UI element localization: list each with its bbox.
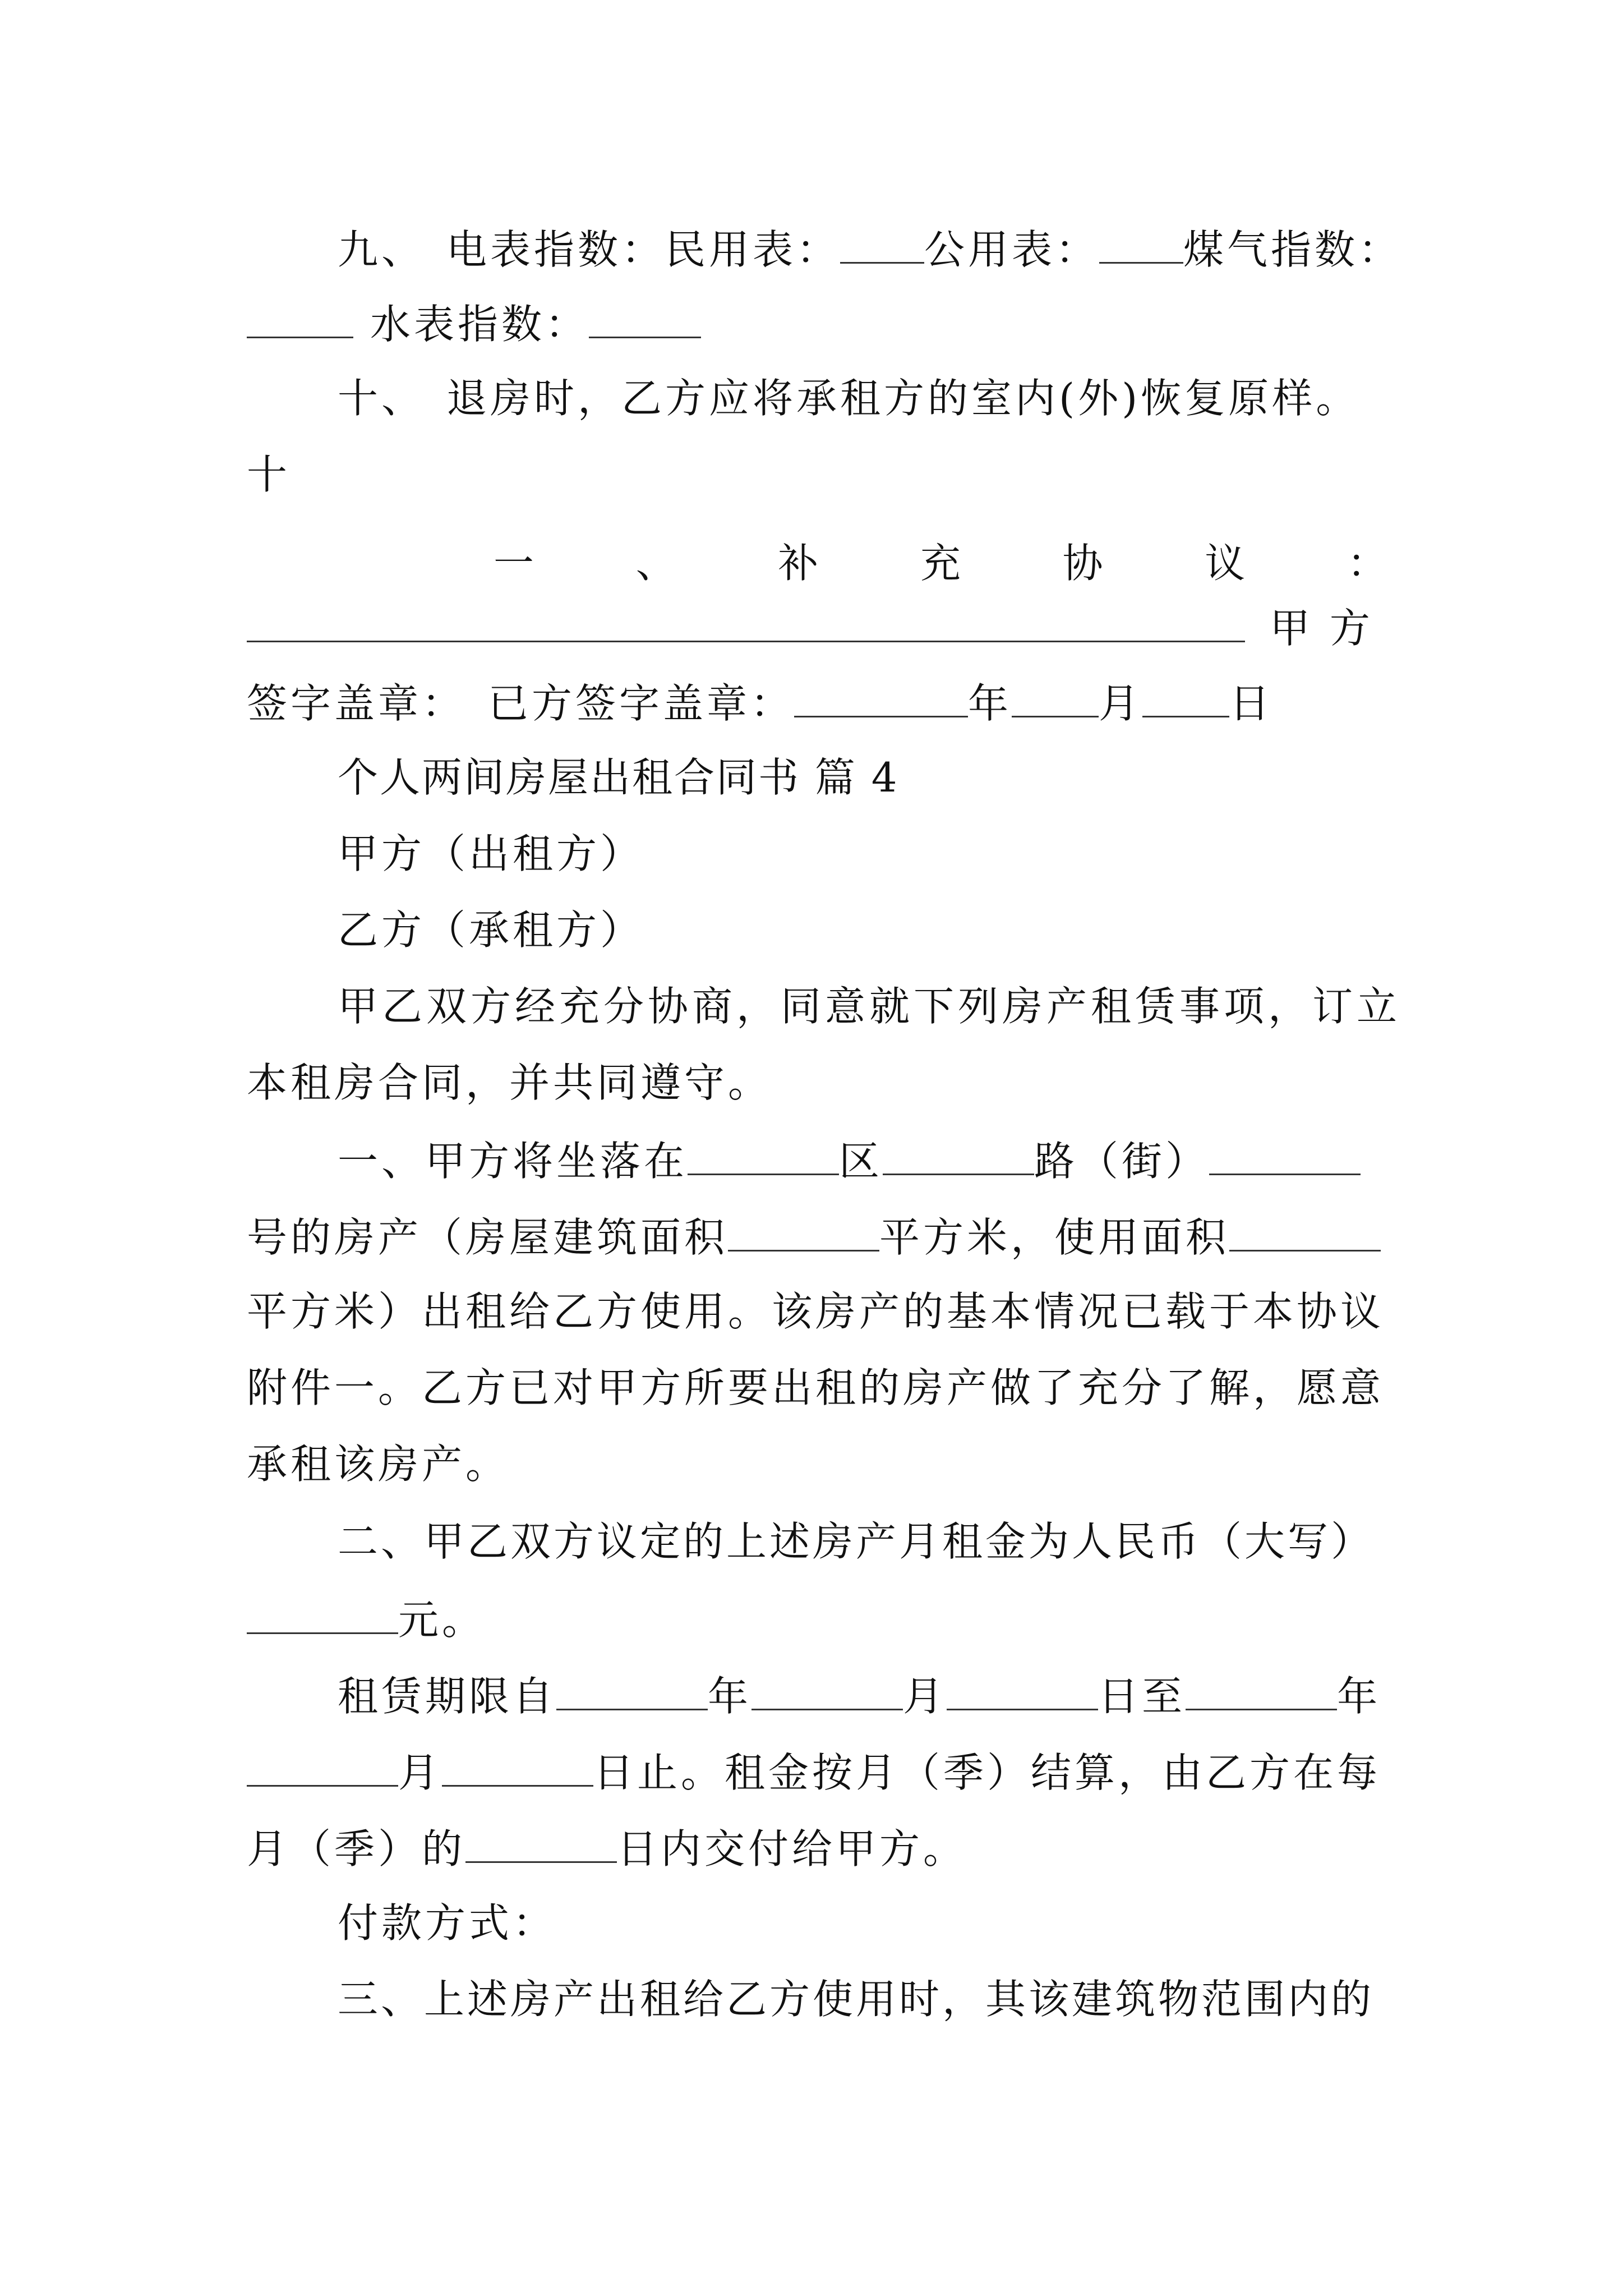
lease-term-label: 租赁期限自 [338, 1673, 557, 1720]
clause-9-number: 九、 [338, 226, 426, 273]
heading-char: 、 [635, 540, 680, 587]
month-label: 月 [398, 1749, 442, 1796]
meter-readings-label: 电表指数：民用表： [446, 226, 841, 273]
public-meter-label: 公用表： [924, 226, 1100, 273]
yuan-label: 元。 [398, 1596, 486, 1644]
preamble-line-1: 甲乙双方经充分协商，同意就下列房产租赁事项，订立 [338, 983, 1401, 1030]
blank-payment-days[interactable] [465, 1826, 617, 1863]
blank-start-year[interactable] [556, 1674, 708, 1710]
blank-end-day[interactable] [442, 1750, 593, 1787]
year-label: 年 [708, 1673, 752, 1720]
heading-char: 协 [1062, 540, 1106, 587]
heading-char: ： [1347, 540, 1391, 587]
lease-term-line-3 [247, 1825, 967, 1872]
article-2-line-2 [247, 1596, 486, 1644]
article-1-line-5: 承租该房产。 [247, 1441, 510, 1488]
party-b-line: 乙方（承租方） [338, 907, 644, 954]
article-2-line-1: 二、甲乙双方议定的上述房产月租金为人民币（大写） [338, 1518, 1375, 1565]
water-meter-line [247, 301, 701, 348]
supplementary-blank-line [247, 605, 1373, 652]
month-label: 月 [903, 1673, 947, 1720]
heading-char: 补 [778, 540, 822, 587]
rent-settlement-text: 日止。租金按月（季）结算，由乙方在每 [593, 1749, 1381, 1796]
heading-char: 一 [494, 540, 538, 587]
blank-day[interactable] [1142, 681, 1229, 717]
road-label: 路（街） [1034, 1138, 1210, 1185]
blank-start-day[interactable] [947, 1674, 1098, 1710]
water-meter-label: 水表指数： [370, 301, 589, 348]
article-1-line-3: 平方米）出租给乙方使用。该房产的基本情况已载于本协议 [247, 1288, 1385, 1335]
blank-gas-reading[interactable] [247, 302, 353, 338]
contract-section-title: 个人两间房屋出租合同书 篇 4 [338, 754, 899, 801]
blank-start-month[interactable] [751, 1674, 903, 1710]
year-label: 年 [1337, 1673, 1381, 1720]
article-1-line-2 [247, 1214, 1381, 1261]
signature-line [247, 680, 1274, 727]
blank-end-month[interactable] [247, 1750, 398, 1787]
blank-residential-meter[interactable] [840, 227, 924, 264]
clause-10-number: 十、 [338, 375, 426, 422]
heading-char: 议 [1205, 540, 1249, 587]
heading-char: 充 [920, 540, 964, 587]
blank-public-meter[interactable] [1099, 227, 1183, 264]
day-to-label: 日至 [1098, 1673, 1186, 1720]
payment-period-label: 月（季）的 [247, 1825, 466, 1872]
blank-road[interactable] [883, 1139, 1034, 1175]
gas-reading-label: 煤气指数： [1183, 226, 1403, 273]
blank-end-year[interactable] [1186, 1674, 1337, 1710]
blank-district[interactable] [688, 1139, 839, 1175]
party-b-signature-label: 已方签字盖章： [488, 680, 795, 727]
payment-deadline-text: 日内交付给甲方。 [617, 1825, 967, 1872]
blank-month[interactable] [1012, 681, 1099, 717]
blank-usable-area[interactable] [1229, 1215, 1381, 1251]
year-label: 年 [968, 680, 1012, 727]
blank-supplementary-agreement[interactable] [247, 606, 1245, 642]
blank-number[interactable] [1209, 1139, 1361, 1175]
party-a-line: 甲方（出租方） [338, 830, 644, 877]
blank-water-meter[interactable] [589, 302, 701, 338]
clause-11-prefix: 十 [247, 451, 291, 498]
blank-year[interactable] [794, 681, 968, 717]
preamble-line-2: 本租房合同，并共同遵守。 [247, 1059, 772, 1106]
lease-term-line-2 [247, 1749, 1381, 1796]
party-a-signature-label: 签字盖章： [247, 680, 466, 727]
article-3-line-1: 三、上述房产出租给乙方使用时，其该建筑物范围内的 [338, 1976, 1375, 2023]
clause-9-line [338, 226, 1403, 273]
district-label: 区 [839, 1138, 883, 1185]
party-a-label: 甲 方 [1270, 605, 1373, 652]
supplementary-agreement-heading [494, 531, 1391, 589]
clause-10-line [338, 375, 1360, 422]
payment-method-label: 付款方式： [338, 1899, 557, 1947]
article-1-text: 一、甲方将坐落在 [338, 1138, 688, 1185]
article-1-line-1 [338, 1138, 1361, 1185]
day-label: 日 [1229, 680, 1274, 727]
building-area-label: 号的房产（房屋建筑面积 [247, 1214, 728, 1261]
lease-term-line-1 [338, 1673, 1381, 1720]
usable-area-label: 平方米，使用面积 [879, 1214, 1230, 1261]
blank-building-area[interactable] [728, 1215, 879, 1251]
clause-10-text: 退房时，乙方应将承租方的室内(外)恢复原样。 [446, 375, 1360, 422]
article-1-line-4: 附件一。乙方已对甲方所要出租的房产做了充分了解，愿意 [247, 1364, 1385, 1411]
blank-rent-amount[interactable] [247, 1598, 398, 1634]
month-label: 月 [1099, 680, 1143, 727]
